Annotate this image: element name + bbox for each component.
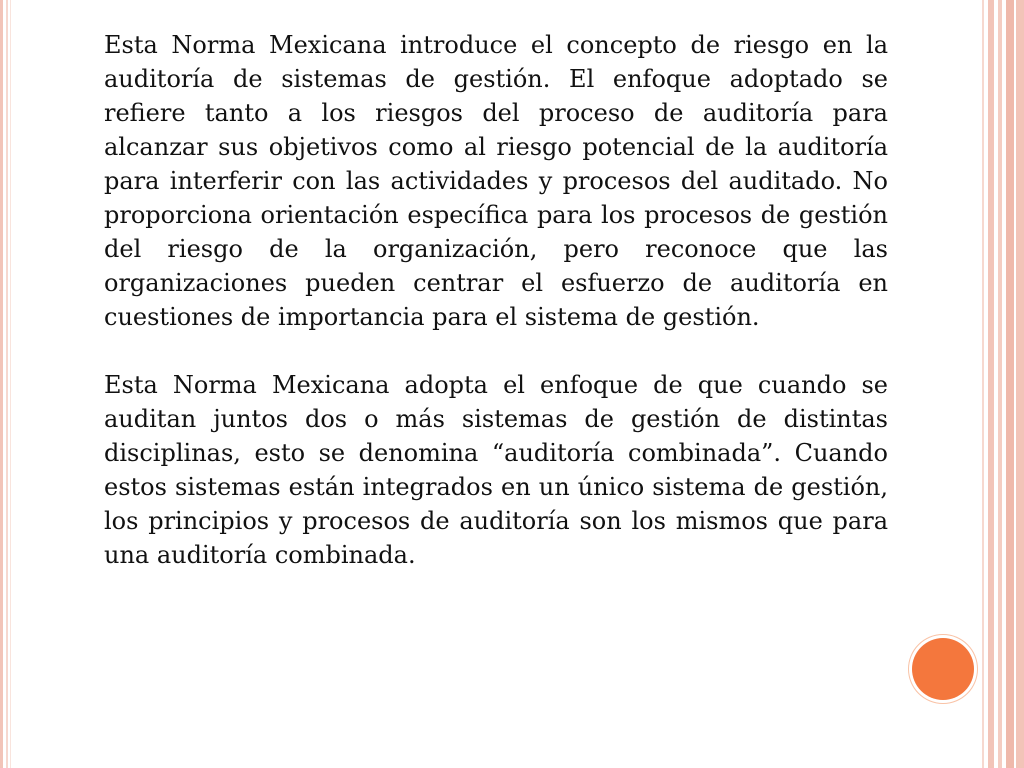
left-border-stripe xyxy=(0,0,3,768)
left-border-stripe xyxy=(6,0,8,768)
accent-circle-decoration xyxy=(912,638,974,700)
right-border-stripe xyxy=(988,0,994,768)
right-border-stripe xyxy=(998,0,1002,768)
right-border-stripe xyxy=(982,0,984,768)
right-border-stripe xyxy=(1016,0,1024,768)
slide-body xyxy=(104,28,888,572)
body-paragraph-1: Esta Norma Mexicana introduce el concepto de riesgo en la auditoría de sistemas de gestión. El enfoque adoptado se refiere tanto a los riesgos del proceso de auditoría para alcanzar sus objetivos como al riesgo potencial de la auditoría para interferir con las actividades y procesos del auditado. No proporciona orientación específica para los procesos de gestión del riesgo de la organización, pero reconoce que las organizaciones pueden centrar el esfuerzo de auditoría en cuestiones de importancia para el sistema de gestión. xyxy=(104,31,888,331)
right-border-stripe xyxy=(1006,0,1014,768)
left-border-stripe xyxy=(10,0,11,768)
body-paragraph-2: Esta Norma Mexicana adopta el enfoque de que cuando se auditan juntos dos o más sistemas de gestión de distintas disciplinas, esto se denomina “auditoría combinada”. Cuando estos sistemas están integrados en un único sistema de gestión, los principios y procesos de auditoría son los mismos que para una auditoría combinada. xyxy=(104,371,888,569)
